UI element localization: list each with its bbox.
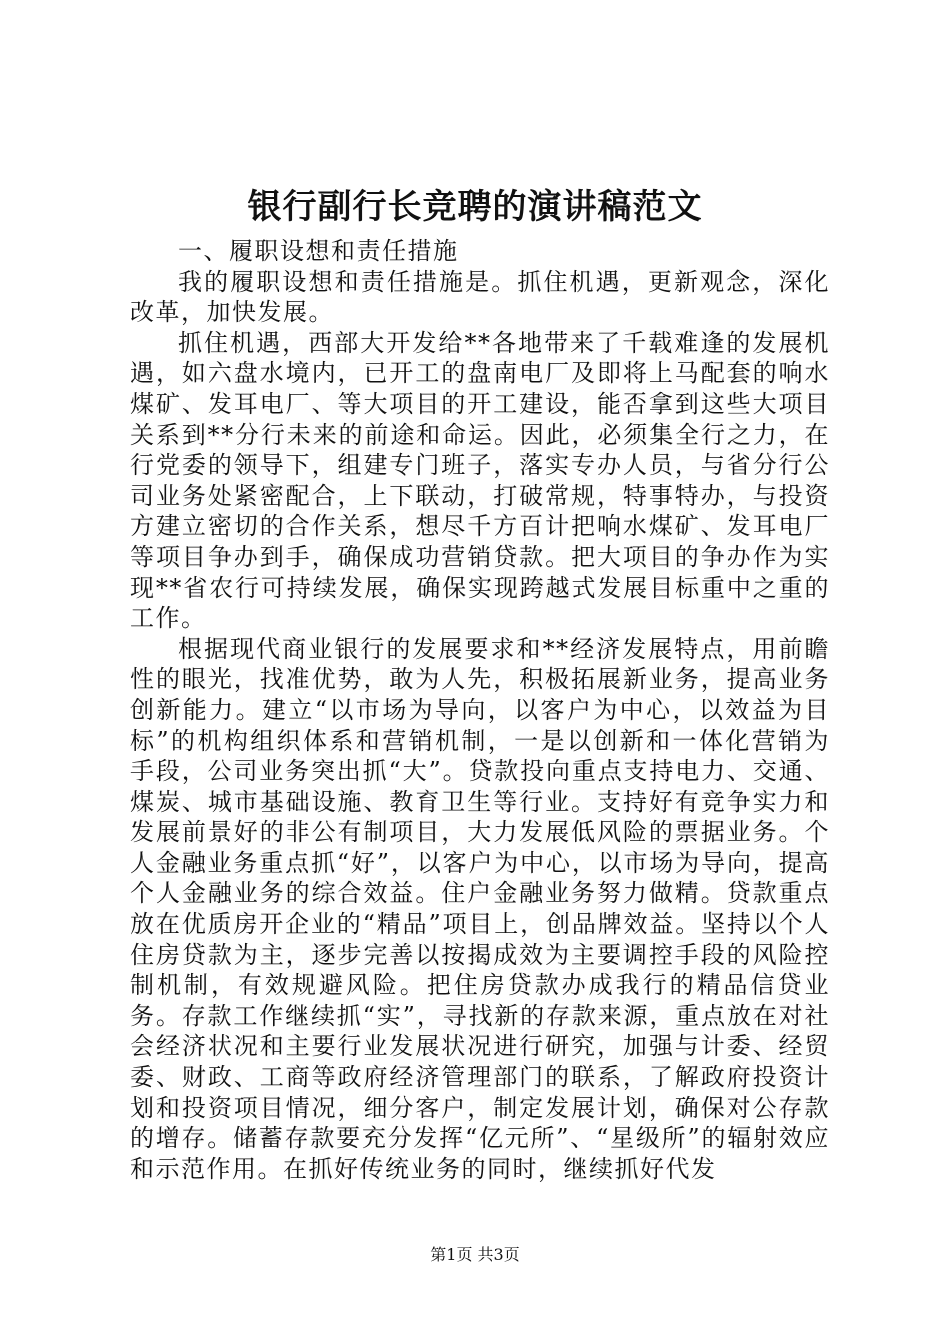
section-heading: 一、履职设想和责任措施: [178, 237, 459, 265]
paragraph: 我的履职设想和责任措施是。抓住机遇，更新观念，深化改革，加快发展。: [130, 267, 830, 327]
document-body: [130, 236, 830, 1184]
paragraph: 根据现代商业银行的发展要求和**经济发展特点，用前瞻性的眼光，找准优势，敢为人先，积极拓展新业务，提高业务创新能力。建立“以市场为导向，以客户为中心，以效益为目标”的机构组织体系和营销机制，一是以创新和一体化营销为手段，公司业务突出抓“大”。贷款投向重点支持电力、交通、煤炭、城市基础设施、教育卫生等行业。支持好有竞争实力和发展前景好的非公有制项目，大力发展低风险的票据业务。个人金融业务重点抓“好”，以客户为中心，以市场为导向，提高个人金融业务的综合效益。住户金融业务努力做精。贷款重点放在优质房开企业的“精品”项目上，创品牌效益。坚持以个人住房贷款为主，逐步完善以按揭成效为主要调控手段的风险控制机制，有效规避风险。把住房贷款办成我行的精品信贷业务。存款工作继续抓“实”，寻找新的存款来源，重点放在对社会经济状况和主要行业发展状况进行研究，加强与计委、经贸委、财政、工商等政府经济管理部门的联系，了解政府投资计划和投资项目情况，细分客户，制定发展计划，确保对公存款的增存。储蓄存款要充分发挥“亿元所”、“星级所”的辐射效应和示范作用。在抓好传统业务的同时，继续抓好代发: [130, 634, 830, 1183]
page-footer: 第1页 共3页: [430, 1245, 520, 1264]
document-title: 银行副行长竞聘的演讲稿范文: [247, 187, 703, 227]
paragraph: 抓住机遇，西部大开发给**各地带来了千载难逢的发展机遇，如六盘水境内，已开工的盘南电厂及即将上马配套的响水煤矿、发耳电厂、等大项目的开工建设，能否拿到这些大项目关系到**分行未来的前途和命运。因此，必须集全行之力，在行党委的领导下，组建专门班子，落实专办人员，与省分行公司业务处紧密配合，上下联动，打破常规，特事特办，与投资方建立密切的合作关系，想尽千方百计把响水煤矿、发耳电厂等项目争办到手，确保成功营销贷款。把大项目的争办作为实现**省农行可持续发展，确保实现跨越式发展目标重中之重的工作。: [130, 328, 830, 633]
